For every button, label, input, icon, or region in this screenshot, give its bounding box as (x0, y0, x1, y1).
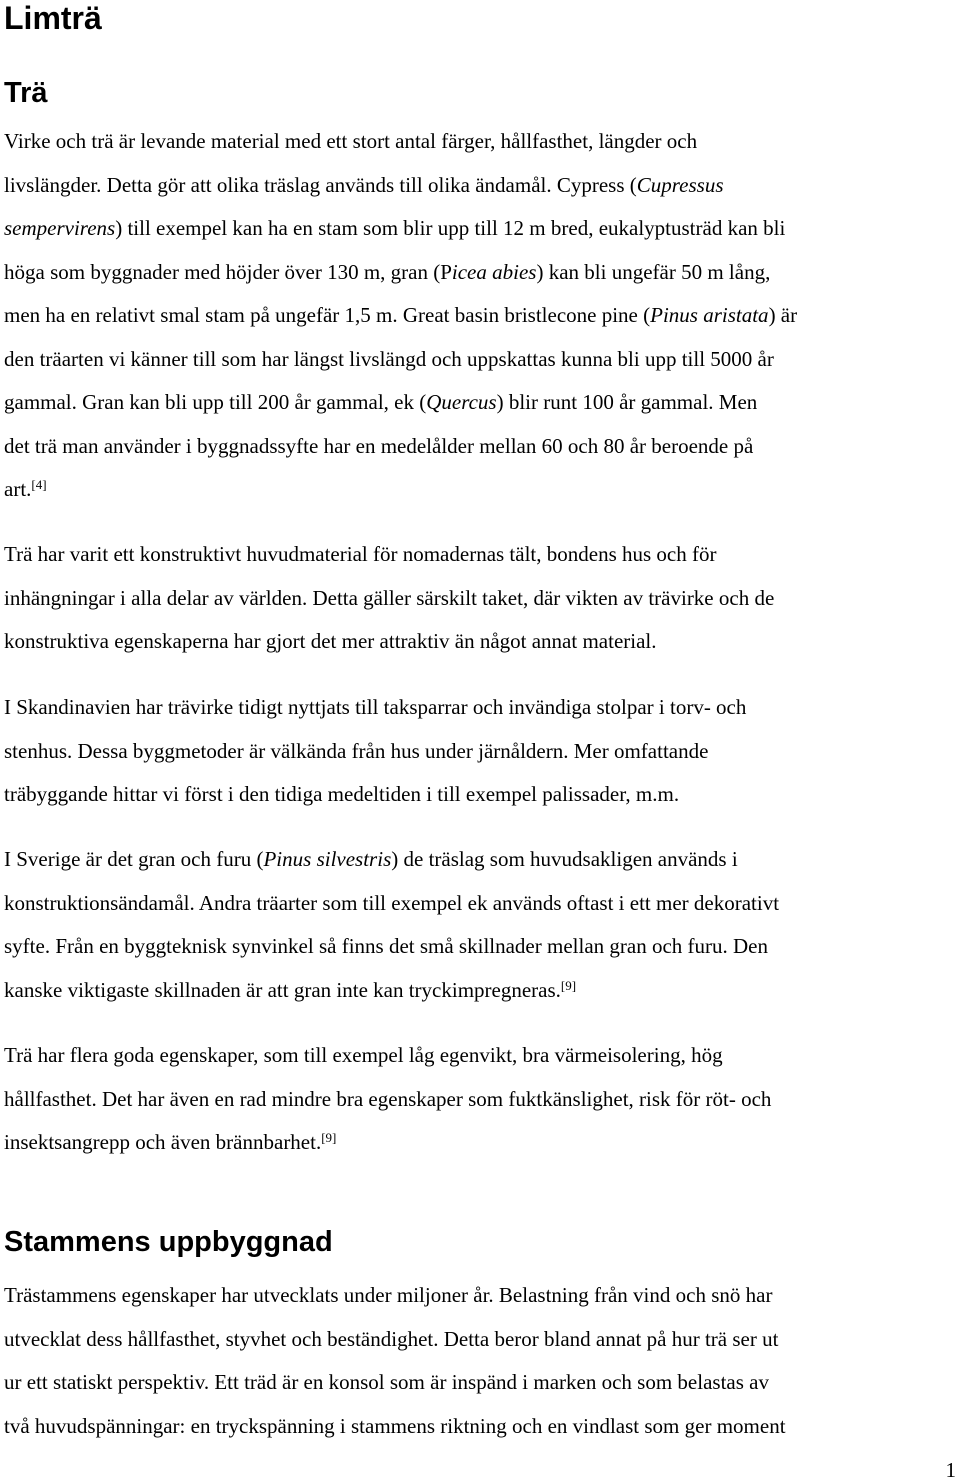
text-line (4, 1361, 954, 1405)
text-segment: I Sverige är det gran och furu ( (4, 847, 264, 871)
citation-reference: [4] (31, 477, 47, 492)
text-segment: insektsangrepp och även brännbarhet. (4, 1130, 322, 1154)
text-segment: träbyggande hittar vi först i den tidiga medeltiden i till exempel palissader, m.m. (4, 782, 680, 806)
italic-species-name: Pinus silvestris (263, 847, 392, 871)
text-line (4, 1405, 954, 1449)
text-line (4, 620, 954, 664)
paragraph (4, 120, 954, 512)
text-line (4, 381, 954, 425)
text-line (4, 120, 954, 164)
document-title: Limträ (4, 0, 102, 36)
paragraph (4, 533, 954, 664)
text-line (4, 1121, 954, 1165)
text-segment: ) till exempel kan ha en stam som blir upp till 12 m bred, eukalyptusträd kan bli (115, 216, 786, 240)
text-line (4, 338, 954, 382)
text-line (4, 969, 954, 1013)
text-segment: inhängningar i alla delar av världen. Detta gäller särskilt taket, där vikten av trävirke och de (4, 585, 775, 610)
paragraph (4, 686, 954, 817)
text-segment: ) blir runt 100 år gammal. Men (496, 390, 758, 414)
text-segment: ) är (768, 303, 798, 327)
page-number: 1 (945, 1458, 956, 1482)
paragraph (4, 838, 954, 1012)
text-segment: Trästammens egenskaper har utvecklats under miljoner år. Belastning från vind och snö har (4, 1283, 773, 1307)
text-line (4, 251, 954, 295)
italic-species-name: sempervirens (4, 216, 116, 240)
text-segment: Trä har flera goda egenskaper, som till exempel låg egenvikt, bra värmeisolering, hög (4, 1043, 723, 1067)
text-segment: I Skandinavien har trävirke tidigt nyttjats till taksparrar och invändiga stolpar i torv- och (4, 695, 747, 719)
text-segment: men ha en relativt smal stam på ungefär 1,5 m. Great basin bristlecone pine ( (4, 303, 651, 327)
text-line (4, 1318, 954, 1362)
citation-reference: [9] (321, 1130, 337, 1145)
text-segment: konstruktionsändamål. Andra träarter som till exempel ek används oftast i ett mer dekorativt (4, 890, 780, 915)
text-line (4, 686, 954, 730)
text-segment: ) de träslag som huvudsakligen används i (391, 847, 738, 871)
text-line (4, 882, 954, 926)
text-segment: livslängder. Detta gör att olika träslag används till olika ändamål. Cypress ( (4, 172, 637, 197)
text-segment: ) kan bli ungefär 50 m lång, (536, 259, 771, 284)
text-line (4, 294, 954, 338)
italic-species-name: Pinus aristata (650, 303, 769, 327)
text-line (4, 730, 954, 774)
text-segment: kanske viktigaste skillnaden är att gran inte kan tryckimpregneras. (4, 977, 561, 1002)
text-segment: två huvudspänningar: en tryckspänning i stammens riktning och en vindlast som ger moment (4, 1413, 786, 1438)
text-line (4, 773, 954, 817)
text-segment: syfte. Från en byggteknisk synvinkel så finns det små skillnader mellan gran och furu. Den (4, 934, 768, 958)
text-segment: Virke och trä är levande material med ett stort antal färger, hållfasthet, längder och (4, 129, 698, 153)
text-line (4, 577, 954, 621)
citation-reference: [9] (560, 977, 577, 993)
italic-species-name: icea abies (451, 259, 537, 284)
paragraph (4, 1034, 954, 1165)
paragraph (4, 1274, 954, 1448)
text-segment: stenhus. Dessa byggmetoder är välkända från hus under järnåldern. Mer omfattande (4, 738, 709, 763)
text-segment: konstruktiva egenskaperna har gjort det mer attraktiv än något annat material. (4, 629, 657, 653)
text-segment: hållfasthet. Det har även en rad mindre bra egenskaper som fuktkänslighet, risk för röt- och (4, 1086, 772, 1111)
text-segment: gammal. Gran kan bli upp till 200 år gammal, ek ( (4, 390, 427, 414)
text-segment: det trä man använder i byggnadssyfte har en medelålder mellan 60 och 80 år beroende på (4, 433, 754, 458)
section-heading-tra: Trä (4, 77, 48, 109)
italic-species-name: Quercus (426, 390, 497, 414)
text-line (4, 1034, 954, 1078)
text-line (4, 468, 954, 512)
text-segment: den träarten vi känner till som har längst livslängd och uppskattas kunna bli upp till 5000 år (4, 346, 774, 371)
text-line (4, 164, 954, 208)
text-line (4, 425, 954, 469)
text-line (4, 925, 954, 969)
text-line (4, 1078, 954, 1122)
text-line (4, 207, 954, 251)
text-segment: ur ett statiskt perspektiv. Ett träd är en konsol som är inspänd i marken och som belastas av (4, 1370, 769, 1394)
text-line (4, 838, 954, 882)
text-segment: art. (4, 477, 32, 501)
text-segment: utvecklat dess hållfasthet, styvhet och beständighet. Detta beror bland annat på hur trä ser ut (4, 1326, 779, 1351)
text-segment: höga som byggnader med höjder över 130 m, gran (P (4, 259, 452, 284)
text-line (4, 1274, 954, 1318)
section-heading-stammens-uppbyggnad: Stammens uppbyggnad (4, 1226, 333, 1258)
text-segment: Trä har varit ett konstruktivt huvudmaterial för nomadernas tält, bondens hus och för (4, 542, 717, 566)
italic-species-name: Cupressus (636, 172, 724, 197)
text-line (4, 533, 954, 577)
